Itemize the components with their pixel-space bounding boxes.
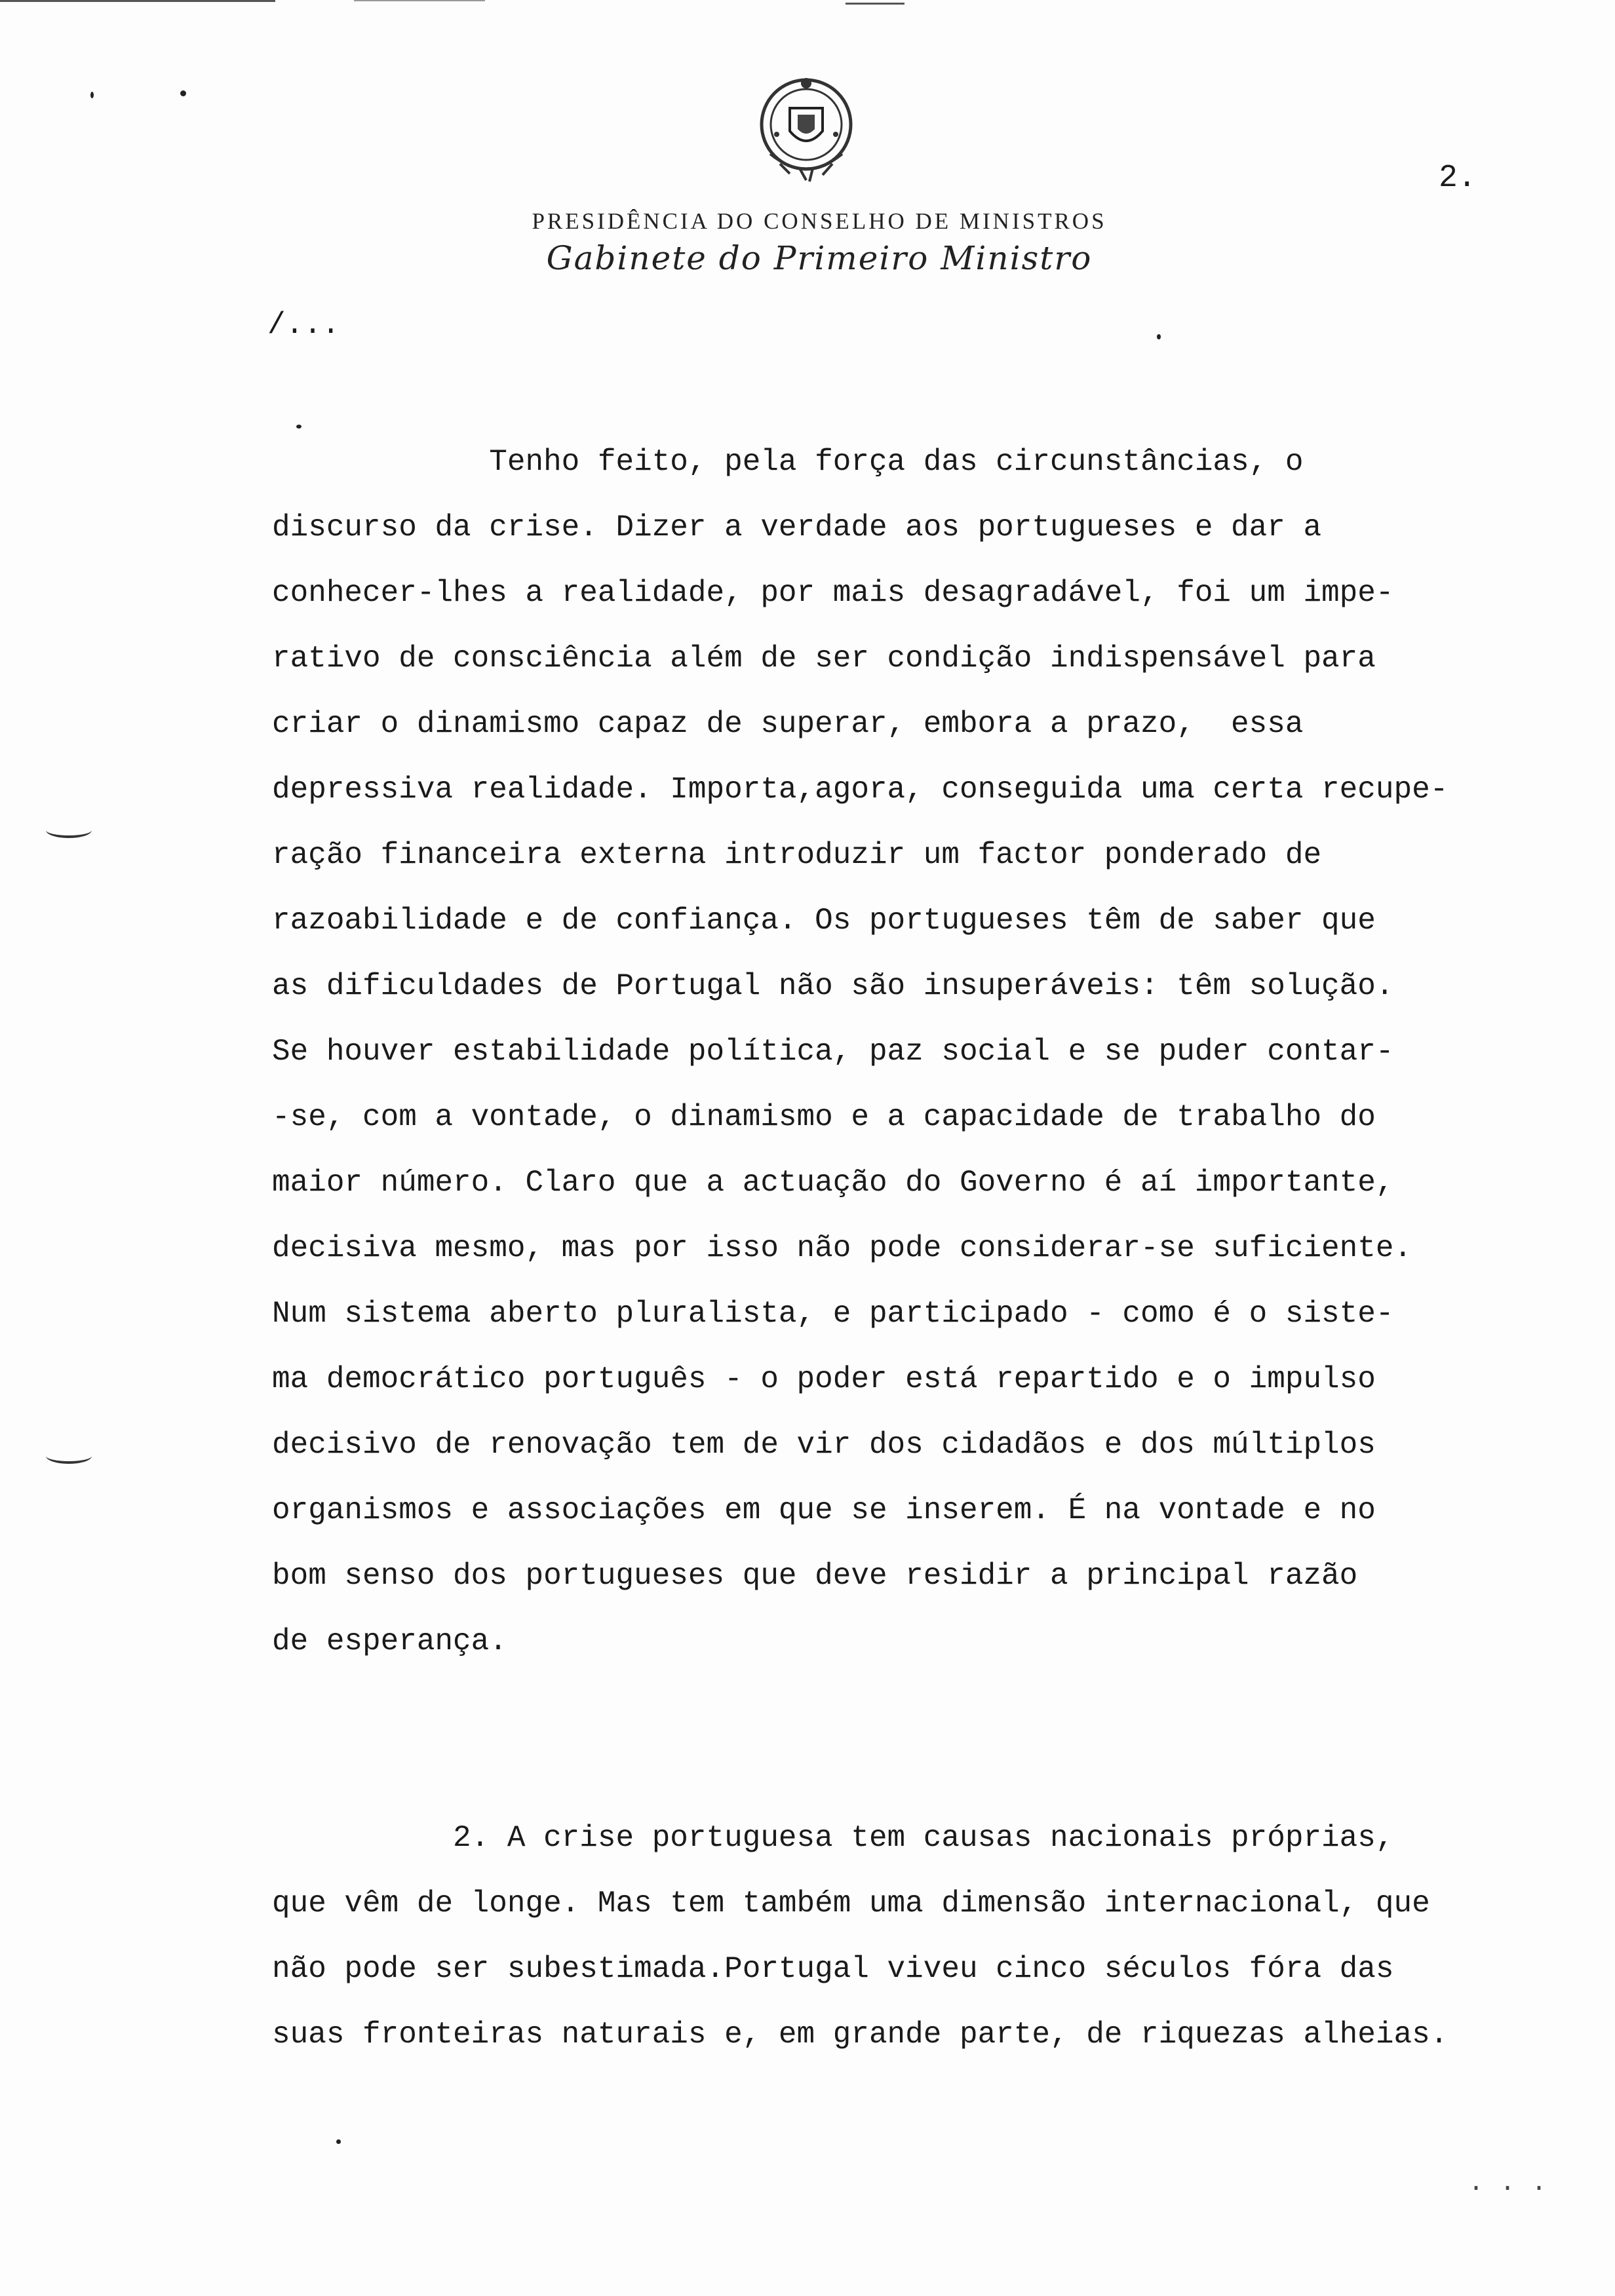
text-line: discurso da crise. Dizer a verdade aos portugueses e dar a [272,510,1322,545]
coat-of-arms-icon [744,69,868,193]
paragraph-1 [272,429,1570,1674]
text-line: razoabilidade e de confiança. Os portugueses têm de saber que [272,904,1376,938]
text-line: rativo de consciência além de ser condição indispensável para [272,641,1376,676]
text-line: maior número. Claro que a actuação do Governo é aí importante, [272,1166,1394,1200]
text-line: não pode ser subestimada.Portugal viveu cinco séculos fóra das [272,1952,1394,1986]
text-line: suas fronteiras naturais e, em grande parte, de riquezas alheias. [272,2018,1449,2052]
text-line: criar o dinamismo capaz de superar, embora a prazo, essa [272,707,1304,741]
text-line: decisivo de renovação tem de vir dos cidadãos e dos múltiplos [272,1428,1376,1462]
continuation-marker-top: /... [267,308,340,342]
text-line: organismos e associações em que se inserem. É na vontade e no [272,1493,1376,1527]
scan-artifact-line [354,0,485,1]
text-line: de esperança. [272,1624,507,1658]
scan-speck [90,92,94,98]
scan-artifact-line [0,0,275,2]
text-line: ma democrático português - o poder está repartido e o impulso [272,1362,1376,1396]
text-line: depressiva realidade. Importa,agora, conseguida uma certa recupe- [272,773,1449,807]
text-line: que vêm de longe. Mas tem também uma dimensão internacional, que [272,1886,1430,1921]
text-line: 2. A crise portuguesa tem causas nacionais próprias, [272,1821,1394,1855]
scan-speck [1157,334,1161,339]
text-line: Num sistema aberto pluralista, e participado - como é o siste- [272,1297,1394,1331]
scan-speck [296,425,302,429]
text-line: as dificuldades de Portugal não são insuperáveis: têm solução. [272,969,1394,1003]
text-line: bom senso dos portugueses que deve residir a principal razão [272,1559,1358,1593]
punch-hole-mark [46,822,92,838]
institution-header: PRESIDÊNCIA DO CONSELHO DE MINISTROS [532,208,1107,234]
text-line: conhecer-lhes a realidade, por mais desagradável, foi um impe- [272,576,1394,610]
scan-artifact-line [846,3,905,5]
scan-speck [180,90,186,96]
text-line: decisiva mesmo, mas por isso não pode considerar-se suficiente. [272,1231,1412,1265]
continuation-marker-bottom: . . . [1468,2169,1547,2198]
page-number: 2. [1439,161,1477,196]
paragraph-2 [272,1805,1570,2067]
scan-speck [336,2139,341,2144]
text-line: Se houver estabilidade política, paz social e se puder contar- [272,1035,1394,1069]
department-header: Gabinete do Primeiro Ministro [546,239,1093,277]
text-line: Tenho feito, pela força das circunstâncias, o [272,445,1304,479]
punch-hole-mark [46,1448,92,1464]
text-line: ração financeira externa introduzir um factor ponderado de [272,838,1322,872]
text-line: -se, com a vontade, o dinamismo e a capacidade de trabalho do [272,1100,1376,1134]
